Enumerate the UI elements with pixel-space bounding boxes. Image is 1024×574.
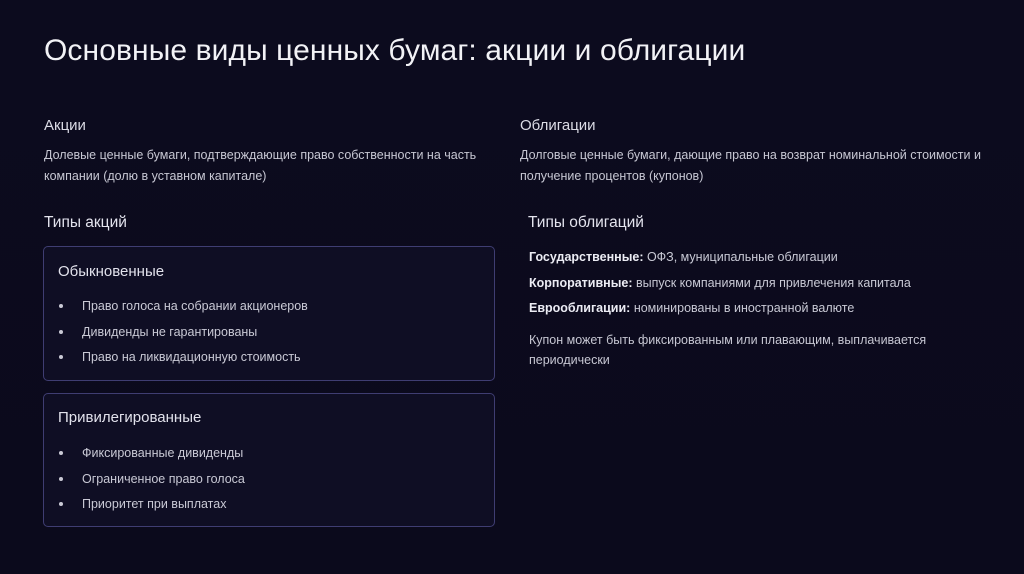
list-item-text: Право голоса на собрании акционеров [82,299,308,313]
bond-type-label: Корпоративные: [529,275,633,290]
bullet-icon [59,451,63,455]
bond-type-text: выпуск компаниями для привлечения капитала [632,275,911,290]
stock-types-title: Типы акций [44,214,127,231]
bonds-heading: Облигации [520,117,596,134]
preferred-stock-card [43,393,495,527]
stocks-description: Долевые ценные бумаги, подтверждающие право собственности на часть компании (долю в уставном капитале) [44,148,477,183]
bond-type-government [529,248,999,274]
list-item-text: Дивиденды не гарантированы [82,324,258,339]
bond-type-label: Еврооблигации: [529,301,631,315]
list-item-text: Ограниченное право голоса [82,471,245,486]
list-item-text: Право на ликвидационную стоимость [82,350,301,364]
bond-type-eurobond [529,299,999,325]
slide-title: Основные виды ценных бумаг: акции и облигации [44,34,746,67]
list-item [58,297,308,323]
bullet-icon [59,355,63,359]
list-item [58,470,245,496]
bullet-icon [59,304,63,308]
stocks-column [44,117,514,187]
list-item-text: Фиксированные дивиденды [82,446,244,460]
bond-types-title: Типы облигаций [528,214,644,231]
common-stock-list [58,297,308,374]
bullet-icon [59,330,63,334]
stocks-heading: Акции [44,117,86,134]
bond-type-text: номинированы в иностранной валюте [630,301,855,315]
bond-type-text: ОФЗ, муниципальные облигации [643,250,838,264]
card-title: Привилегированные [58,409,202,426]
bonds-description: Долговые ценные бумаги, дающие право на возврат номинальной стоимости и получение процентов (купонов) [520,148,981,183]
list-item [58,495,245,521]
list-item [58,323,308,349]
list-item [58,348,308,374]
bond-type-label: Государственные: [529,250,644,264]
bond-types-list [529,248,999,325]
coupon-note: Купон может быть фиксированным или плавающим, выплачивается периодически [529,333,927,367]
bullet-icon [59,502,63,506]
list-item-text: Приоритет при выплатах [82,497,227,511]
bullet-icon [59,477,63,481]
card-title: Обыкновенные [58,263,165,280]
bond-type-corporate [529,274,999,300]
list-item [58,444,245,470]
preferred-stock-list [58,444,245,521]
common-stock-card [43,246,495,381]
bonds-column [520,117,990,187]
